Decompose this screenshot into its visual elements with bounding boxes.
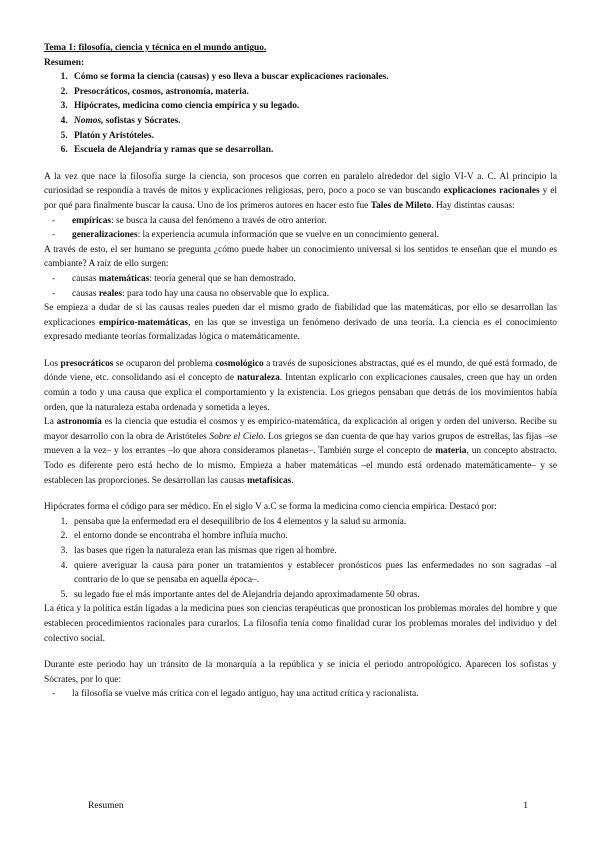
list-item: - causas reales: para todo hay una causa no observable que lo explica. xyxy=(72,287,557,302)
list-item: 1. pensaba que la enfermedad era el desequilibrio de los 4 elementos y la salud su armonía. xyxy=(70,515,557,530)
list-item: 3. las bases que rigen la naturaleza eran las mismas que rigen al hombre. xyxy=(70,544,557,559)
list-item: 4. quiere averiguar la causa para poner un tratamientos y establecer pronósticos pues las enfermedades no son sagradas –al contrario de lo que se pensaba en aquella época–. xyxy=(70,559,557,588)
causes-list-2 xyxy=(44,272,557,301)
sofistas-list xyxy=(44,687,557,702)
summary-item xyxy=(70,114,557,129)
paragraph-empirico: Se empieza a dudar de si las causas reales pueden dar el mismo grado de fiabilidad que las matemáticas, por ello se desarrollan las explicaciones empírico-matemáticas, en las que se investiga un fenómeno derivado de una teoría. La ciencia es el conocimiento expresado mediante teorías formalizadas lógica o matemáticamente. xyxy=(44,303,557,343)
list-item: - empíricas: se busca la causa del fenómeno a través de otro anterior. xyxy=(72,214,557,229)
footer-label: Resumen xyxy=(88,800,124,811)
summary-item: 1. Cómo se forma la ciencia (causas) y eso lleva a buscar explicaciones racionales. xyxy=(70,70,557,85)
list-item: 2. el entorno donde se encontraba el hombre influía mucho. xyxy=(70,529,557,544)
paragraph-astronomia: La astronomía es la ciencia que estudia el cosmos y es empírico-matemática, da explicación al origen y orden del universo. Recibe su mayor desarrollo con la obra de Aristóteles Sobre el Cielo. Los griegos se dan cuenta de que hay varios grupos de estrellas, las fijas –se mueven a la vez– y los errantes –lo que ahora consideramos planetas–. También surge el concepto de materia, un concepto abstracto. Todo es diferente pero está hecho de lo mismo. Empieza a haber matemáticas –el mundo está ordenado matemáticamente– y se establecen las proporciones. Se desarrollan las causas metafísicas. xyxy=(44,417,557,486)
summary-item: 3. Hipócrates, medicina como ciencia empírica y su legado. xyxy=(70,99,557,114)
list-item: - generalizaciones: la experiencia acumula información que se vuelve en un conocimiento general. xyxy=(72,228,557,243)
paragraph-etica: La ética y la política están ligadas a la medicina pues son ciencias terapéuticas que pronostican los problemas morales del hombre y que establecen procedimientos racionales para curarlos. La filosofía tenía como finalidad curar los problemas morales del individuo y del colectivo social. xyxy=(44,604,557,644)
list-item: - la filosofía se vuelve más crítica con el legado antiguo, hay una actitud crítica y racionalista. xyxy=(72,687,557,702)
summary-item: 5. Platón y Aristóteles. xyxy=(70,129,557,144)
page-number: 1 xyxy=(523,800,528,811)
list-item: - causas matemáticas: teoría general que se han demostrado. xyxy=(72,272,557,287)
summary-list xyxy=(44,70,557,158)
paragraph-origen-ciencia: A la vez que nace la filosofía surge la ciencia, son procesos que corren en paralelo alrededor del siglo VI-V a. C. Al principio la curiosidad se respondía a través de mitos y explicaciones religiosas, pero, poco a poco se van buscando explicaciones racionales y el por qué para finalmente buscar la causa. Uno de los primeros autores en hacer esto fue Tales de Mileto. Hay distintas causas: xyxy=(44,171,557,211)
paragraph-conocimiento: A través de esto, el ser humano se pregunta ¿cómo puede haber un conocimiento universal si los sentidos te enseñan que el mundo es cambiante? A raíz de ello surgen: xyxy=(44,244,557,270)
list-item: 5. su legado fue el más importante antes del de Alejandría dejando aproximadamente 50 obras. xyxy=(70,588,557,603)
page-content xyxy=(44,41,557,702)
summary-item-italic: Nomos, xyxy=(74,115,104,126)
paragraph-presocraticos: Los presocráticos se ocuparon del problema cosmológico a través de suposiciones abstractas, qué es el mundo, de qué está formado, de dónde viene, etc. consolidando así el concepto de naturaleza. Intentan explicarlo con explicaciones causales, creen que hay un orden común a todo y una causa que explica el comportamiento y la existencia. Los griegos pensaban que detrás de los movimientos había orden, que la naturaleza estaba ordenada y sometida a leyes. xyxy=(44,358,557,413)
summary-item: 2. Presocráticos, cosmos, astronomía, materia. xyxy=(70,85,557,100)
summary-item-text: sofistas y Sócrates. xyxy=(105,115,181,126)
paragraph-hipocrates: Hipócrates forma el código para ser médico. En el siglo V a.C se forma la medicina como ciencia empírica. Destacó por: xyxy=(44,502,497,513)
summary-heading: Resumen: xyxy=(44,57,85,68)
document-title: Tema 1: filosofía, ciencia y técnica en el mundo antiguo. xyxy=(44,43,267,53)
causes-list xyxy=(44,214,557,243)
hipocrates-list xyxy=(44,515,557,603)
summary-item: 6. Escuela de Alejandría y ramas que se desarrollan. xyxy=(70,143,557,158)
paragraph-sofistas: Durante este periodo hay un tránsito de la monarquía a la república y se inicia el periodo antropológico. Aparecen los sofistas y Sócrates, por lo que: xyxy=(44,660,557,685)
